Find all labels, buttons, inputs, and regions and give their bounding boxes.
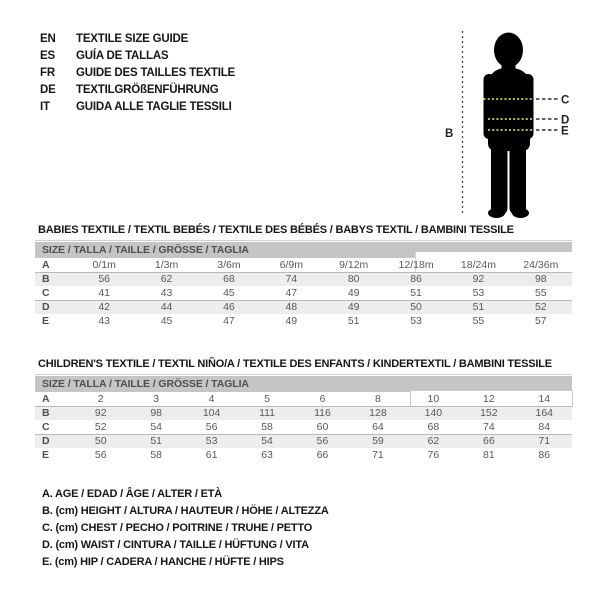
cell-value: 43 [98,315,111,327]
legend-item: C. (cm) CHEST / PECHO / POITRINE / TRUHE / PETTO [42,522,313,534]
table-row [35,314,572,328]
table-top-rule [35,240,572,241]
row-label: B [42,273,50,285]
table-top-rule [35,374,572,375]
language-code: FR [40,67,55,79]
cell-value: 60 [316,421,329,433]
language-name: GUIDE DES TAILLES TEXTILE [76,67,235,79]
cell-value: 5 [264,393,270,405]
cell-value: 116 [314,407,331,419]
cell-value: 111 [259,407,276,419]
table-row [35,258,572,272]
cell-value: 128 [369,407,387,419]
waist-label: D [561,114,570,127]
cell-value: 84 [538,421,551,433]
cell-value: 80 [347,273,360,285]
cell-value: 6 [319,393,326,405]
row-label: A [42,259,50,271]
cell-value: 45 [223,287,235,299]
cell-value: 41 [98,287,111,299]
cell-value: 2 [97,393,104,405]
cell-value: 68 [223,273,235,285]
cell-value: 52 [94,421,107,433]
cell-value: 92 [472,273,485,285]
cell-value: 140 [424,407,443,419]
row-label: B [42,407,50,419]
cell-value: 53 [410,315,422,327]
cell-value: 47 [285,287,298,299]
cell-value: 18/24m [460,259,496,271]
language-name: TEXTILE SIZE GUIDE [76,33,189,45]
cell-value: 56 [94,449,107,461]
cell-value: 56 [98,273,111,285]
row-label: A [42,393,50,405]
cell-value: 58 [150,449,162,461]
table-row [35,420,572,434]
table-row [35,286,572,300]
cell-value: 51 [150,435,162,447]
cell-value: 53 [472,287,485,299]
cell-value: 57 [534,315,547,327]
cell-value: 43 [160,287,173,299]
cell-value: 3 [153,393,160,405]
cell-value: 47 [223,315,235,327]
cell-value: 48 [285,301,298,313]
cell-value: 66 [482,435,495,447]
cell-value: 152 [480,407,498,419]
cell-value: 63 [261,449,273,461]
language-code: EN [40,33,56,45]
cell-value: 98 [150,407,162,419]
cell-value: 9/12m [339,259,369,271]
legend-item: E. (cm) HIP / CADERA / HANCHE / HÜFTE / HIPS [42,556,284,568]
cell-value: 52 [534,301,547,313]
language-row [40,99,235,116]
cell-value: 71 [372,449,384,461]
table-row [35,448,572,462]
cell-value: 74 [285,273,298,285]
cell-value: 58 [261,421,273,433]
language-code: DE [40,84,56,96]
language-code: IT [40,101,50,113]
cell-value: 56 [205,421,218,433]
cell-value: 66 [316,449,329,461]
cell-value: 92 [94,407,107,419]
row-label: E [42,315,50,327]
cell-value: 12/18m [398,259,434,271]
legend-item: A. AGE / EDAD / ÂGE / ALTER / ETÀ [42,488,223,500]
cell-value: 50 [94,435,107,447]
table-title: BABIES TEXTILE / TEXTIL BEBÉS / TEXTILE DES BÉBÉS / BABYS TEXTIL / BAMBINI TESSILE [38,224,514,236]
row-label: E [42,449,50,461]
legend-item: D. (cm) WAIST / CINTURA / TAILLE / HÜFTUNG / VITA [42,539,309,551]
table-size-header: SIZE / TALLA / TAILLE / GRÖSSE / TAGLIA [35,376,572,392]
cell-value: 51 [472,301,485,313]
height-label: B [445,128,454,140]
cell-value: 59 [372,435,384,447]
language-row [40,65,235,82]
cell-value: 46 [223,301,235,313]
cell-value: 4 [208,393,215,405]
legend-item: B. (cm) HEIGHT / ALTURA / HAUTEUR / HÖHE / ALTEZZA [42,505,329,517]
language-name: GUIDA ALLE TAGLIE TESSILI [76,101,232,113]
row-label: C [42,287,50,299]
cell-value: 62 [160,273,173,285]
cell-value: 76 [427,449,440,461]
measure-legend [42,486,329,571]
cell-value: 98 [534,273,547,285]
table-size-header: SIZE / TALLA / TAILLE / GRÖSSE / TAGLIA [35,242,572,258]
cell-value: 42 [98,301,111,313]
cell-value: 49 [347,287,360,299]
language-row [40,31,235,48]
row-label: D [42,301,50,313]
cell-value: 71 [538,435,551,447]
cell-value: 164 [535,407,554,419]
child-figure-diagram [435,15,585,230]
babies-size-table [35,224,572,336]
cell-value: 49 [285,315,298,327]
cell-value: 6/9m [279,259,303,271]
cell-value: 62 [427,435,440,447]
language-name: TEXTILGRÖßENFÜHRUNG [76,84,219,96]
cell-value: 86 [538,449,551,461]
hip-label: E [561,125,569,138]
row-label: D [42,435,50,447]
cell-value: 54 [150,421,162,433]
children-size-table [35,358,572,470]
cell-value: 1/3m [154,259,179,271]
table-row [35,392,572,406]
cell-value: 104 [202,407,221,419]
cell-value: 64 [372,421,384,433]
cell-value: 53 [205,435,218,447]
table-row [35,272,572,286]
language-name: GUÍA DE TALLAS [76,50,169,62]
cell-value: 81 [482,449,495,461]
language-row [40,48,235,65]
table-rows [35,392,572,462]
chest-label: C [561,94,570,107]
language-row [40,82,235,99]
language-list [40,31,235,116]
cell-value: 44 [160,301,173,313]
language-code: ES [40,50,55,62]
cell-value: 86 [410,273,422,285]
table-title: CHILDREN'S TEXTILE / TEXTIL NIÑO/A / TEXTILE DES ENFANTS / KINDERTEXTIL / BAMBINI TESSILE [38,358,552,370]
child-silhouette [484,33,534,219]
table-row [35,434,572,448]
cell-value: 50 [410,301,422,313]
cell-value: 51 [410,287,422,299]
cell-value: 49 [347,301,360,313]
cell-value: 8 [375,393,381,405]
cell-value: 61 [205,449,218,461]
table-row [35,300,572,314]
cell-value: 0/1m [92,259,116,271]
cell-value: 10 [427,393,440,405]
cell-value: 14 [538,393,551,405]
row-label: C [42,421,50,433]
cell-value: 51 [347,315,360,327]
cell-value: 68 [427,421,440,433]
cell-value: 55 [534,287,547,299]
cell-value: 3/6m [217,259,241,271]
cell-value: 45 [160,315,173,327]
table-rows [35,258,572,328]
cell-value: 55 [472,315,485,327]
table-row [35,406,572,420]
cell-value: 56 [316,435,329,447]
cell-value: 74 [482,421,495,433]
cell-value: 12 [482,393,495,405]
cell-value: 24/36m [523,259,559,271]
cell-value: 54 [261,435,273,447]
